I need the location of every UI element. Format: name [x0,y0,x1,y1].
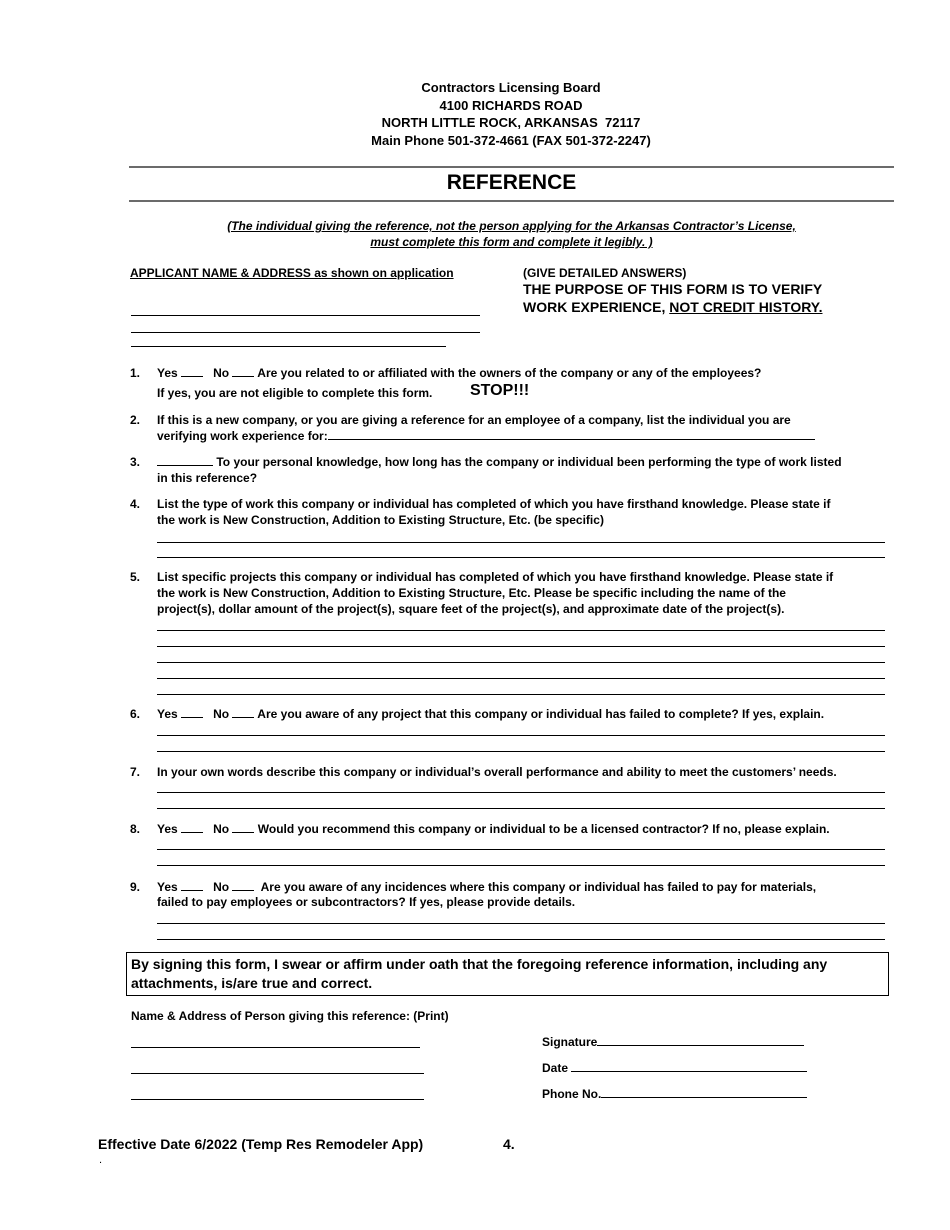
q5-answer-line-2[interactable] [157,646,885,647]
q8-yes-label: Yes [157,822,178,836]
applicant-line-2[interactable] [131,332,480,333]
q9-row [157,879,816,895]
board-city: NORTH LITTLE ROCK, ARKANSAS 72117 [381,115,641,130]
q9-answer-line-2[interactable] [157,939,885,940]
q8-row [157,821,830,837]
q6-yes-blank[interactable] [181,706,203,718]
q8-number: 8. [130,822,141,836]
q8-text: Would you recommend this company or individual to be a licensed contractor? If no, please explain. [257,822,830,836]
q9-no-label: No [213,880,230,894]
reference-name-line-3[interactable] [131,1099,424,1100]
instruction [129,218,894,250]
title-top-rule [129,166,894,168]
q6-no-label: No [213,707,230,721]
purpose-line-1: THE PURPOSE OF THIS FORM IS TO VERIFY [523,281,823,297]
q4-answer-line-1[interactable] [157,542,885,543]
date-field[interactable] [571,1060,807,1072]
signature-label: Signature [542,1035,598,1049]
q1-yes-blank[interactable] [181,365,203,377]
q6-yes-label: Yes [157,707,178,721]
q3-duration-blank[interactable] [157,454,213,466]
q6-answer-line-2[interactable] [157,751,885,752]
q3-text: To your personal knowledge, how long has the company or individual been performing the type of work listed [216,455,842,469]
oath-line-2: attachments, is/are true and correct. [131,974,373,991]
q1-row [157,365,761,381]
purpose-work-experience: WORK EXPERIENCE, [523,298,670,315]
q7-number: 7. [130,765,141,779]
q1-number: 1. [130,366,141,380]
purpose-statement [523,281,822,316]
q9-answer-line-1[interactable] [157,923,885,924]
q5-number: 5. [130,570,141,584]
q1-text: Are you related to or affiliated with the owners of the company or any of the employees? [257,366,762,380]
q1-ineligible: If yes, you are not eligible to complete this form. [157,386,433,400]
signature-row [542,1034,804,1050]
q5-answer-line-3[interactable] [157,662,885,663]
page-title: REFERENCE [446,171,577,194]
board-phone: Main Phone 501-372-4661 (FAX 501-372-2247) [371,132,651,148]
q1-yes-label: Yes [157,366,178,380]
q9-line-2: failed to pay employees or subcontractors? If yes, please provide details. [157,895,576,909]
board-street: 4100 RICHARDS ROAD [439,97,583,113]
phone-field[interactable] [601,1086,807,1098]
effective-date: Effective Date 6/2022 (Temp Res Remodeler App) [98,1136,424,1152]
date-row [542,1060,807,1076]
phone-label: Phone No. [542,1087,602,1101]
reference-name-line-1[interactable] [131,1047,420,1048]
q5-answer-line-4[interactable] [157,678,885,679]
page-number: 4. [503,1136,515,1152]
instruction-line-2: must complete this form and complete it legibly. ) [370,235,653,249]
q8-answer-line-2[interactable] [157,865,885,866]
purpose-not-credit: NOT CREDIT HISTORY. [669,298,823,315]
applicant-line-1[interactable] [131,315,480,316]
name-address-label: Name & Address of Person giving this reference: (Print) [131,1009,449,1023]
q2-line-2 [157,428,815,444]
footer-dot: . [99,1154,103,1166]
q6-answer-line-1[interactable] [157,735,885,736]
q7-answer-line-2[interactable] [157,808,885,809]
reference-name-line-2[interactable] [131,1073,424,1074]
q9-yes-label: Yes [157,880,178,894]
oath-box [126,952,889,996]
applicant-label: APPLICANT NAME & ADDRESS as shown on application [130,266,454,280]
q3-line-1 [157,454,842,470]
q1-stop: STOP!!! [470,382,530,399]
q1-no-label: No [213,366,230,380]
q6-text: Are you aware of any project that this company or individual has failed to complete? If yes, explain. [257,707,825,721]
detailed-answers-note: (GIVE DETAILED ANSWERS) [523,266,687,280]
title-bottom-rule [129,200,894,202]
q5-answer-line-1[interactable] [157,630,885,631]
q3-line-2: in this reference? [157,471,258,485]
board-name: Contractors Licensing Board [421,80,601,95]
q4-line-2: the work is New Construction, Addition to Existing Structure, Etc. (be specific) [157,513,604,527]
q8-answer-line-1[interactable] [157,849,885,850]
q1-no-blank[interactable] [232,365,254,377]
q4-answer-line-2[interactable] [157,557,885,558]
applicant-line-3[interactable] [131,346,446,347]
signature-field[interactable] [597,1034,804,1046]
oath-line-1: By signing this form, I swear or affirm under oath that the foregoing reference information, including any [131,956,828,972]
date-label: Date [542,1061,569,1075]
q2-line-1: If this is a new company, or you are giving a reference for an employee of a company, list the individual you are [157,413,791,427]
q8-no-blank[interactable] [232,821,254,833]
q5-line-2: the work is New Construction, Addition to Existing Structure, Etc. Please be specific including the name of the [157,586,786,600]
q8-yes-blank[interactable] [181,821,203,833]
q5-line-3: project(s), dollar amount of the project(s), square feet of the project(s), and approximate date of the project(s). [157,602,785,616]
q6-number: 6. [130,707,141,721]
q9-text: Are you aware of any incidences where this company or individual has failed to pay for materials, [260,880,817,894]
instruction-line-1: (The individual giving the reference, not the person applying for the Arkansas Contractor’s License, [227,219,796,233]
q3-number: 3. [130,455,141,469]
q9-yes-blank[interactable] [181,879,203,891]
q7-answer-line-1[interactable] [157,792,885,793]
q9-number: 9. [130,880,141,894]
q4-line-1: List the type of work this company or individual has completed of which you have firsthand knowledge. Please state if [157,497,831,511]
q2-answer-blank[interactable] [328,428,815,440]
q2-label: verifying work experience for: [157,429,328,443]
q6-no-blank[interactable] [232,706,254,718]
phone-row [542,1086,807,1102]
q6-row [157,706,824,722]
q7-text: In your own words describe this company or individual’s overall performance and ability to meet the customers’ needs. [157,765,837,779]
q5-answer-line-5[interactable] [157,694,885,695]
purpose-line-2 [523,299,822,317]
q4-number: 4. [130,497,141,511]
q5-line-1: List specific projects this company or individual has completed of which you have firsthand knowledge. Please state if [157,570,834,584]
q9-no-blank[interactable] [232,879,254,891]
q2-number: 2. [130,413,141,427]
q8-no-label: No [213,822,230,836]
